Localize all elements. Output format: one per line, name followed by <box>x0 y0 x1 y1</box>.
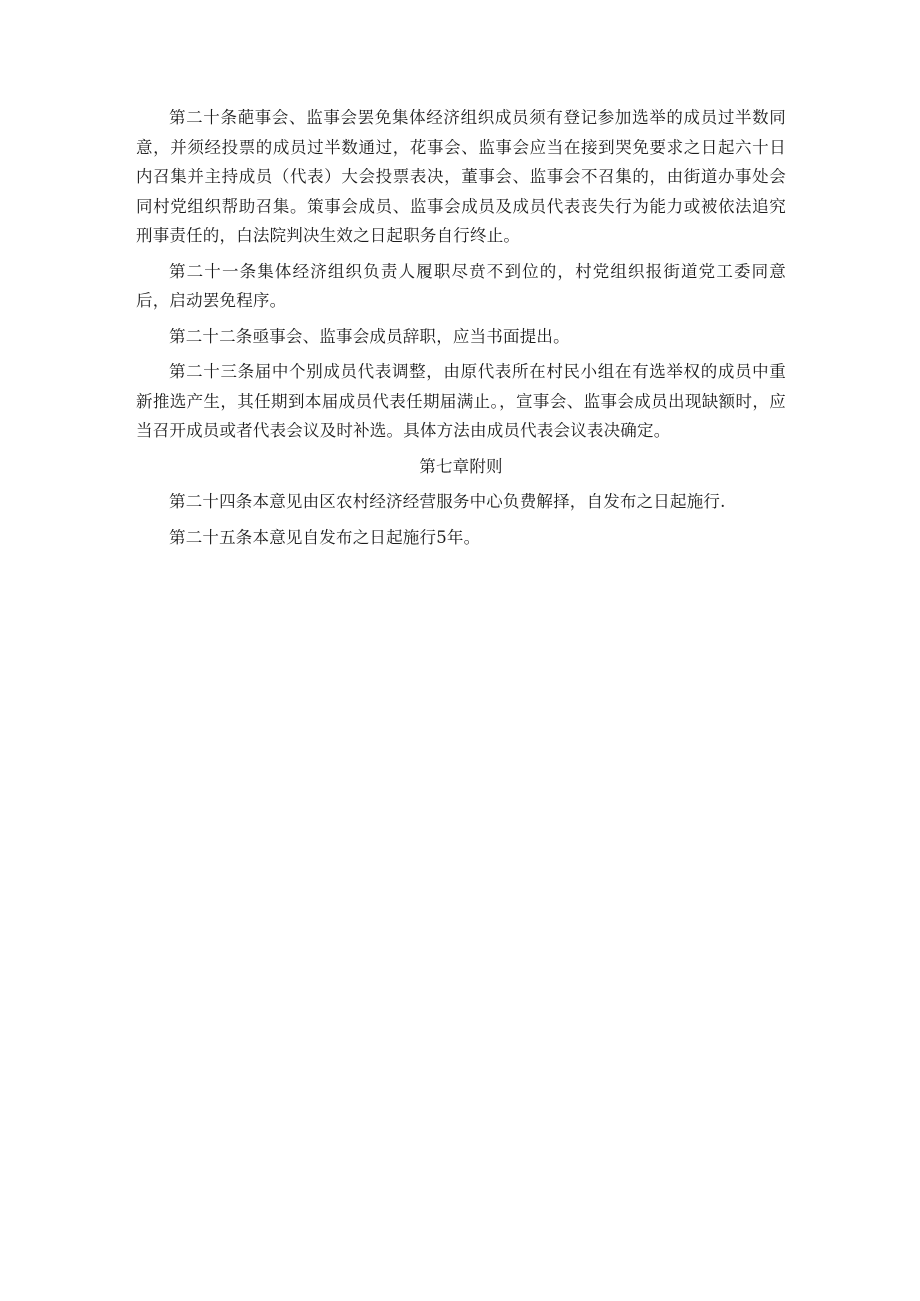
article-23-paragraph: 第二十三条届中个别成员代表调整，由原代表所在村民小组在有选举权的成员中重新推选产生，其任期到本届成员代表任期届满止。，宣事会、监事会成员出现缺额时，应当召开成员或者代表会议及时补选。具体方法由成员代表会议表决确定。 <box>136 362 786 440</box>
article-24-paragraph: 第二十四条本意见由区农村经济经营服务中心负费解择，自发布之日起施行. <box>169 492 726 511</box>
chapter-heading: 第七章附则 <box>419 456 503 476</box>
article-20-paragraph: 第二十条葩事会、监事会罢免集体经济组织成员须有登记参加选举的成员过半数同意，并须经投票的成员过半数通过，花事会、监事会应当在接到哭免要求之日起六十日内召集并主持成员（代表）大会投票表决，董事会、监事会不召集的，由街道办事处会同村党组织帮助召集。策事会成员、监事会成员及成员代表丧失行为能力或被依法追究刑事责任的，白法院判决生效之日起职务自行终止。 <box>136 108 786 245</box>
article-22-paragraph: 第二十二条亟事会、监事会成员辞职，应当书面提出。 <box>169 326 570 346</box>
article-21-paragraph: 第二十一条集体经济组织负责人履职尽贲不到位的，村党组织报街道党工委同意后，启动罢免程序。 <box>136 261 786 310</box>
article-25-paragraph: 第二十五条本意见自发布之日起施行5年。 <box>169 527 481 547</box>
document-body <box>136 103 786 558</box>
